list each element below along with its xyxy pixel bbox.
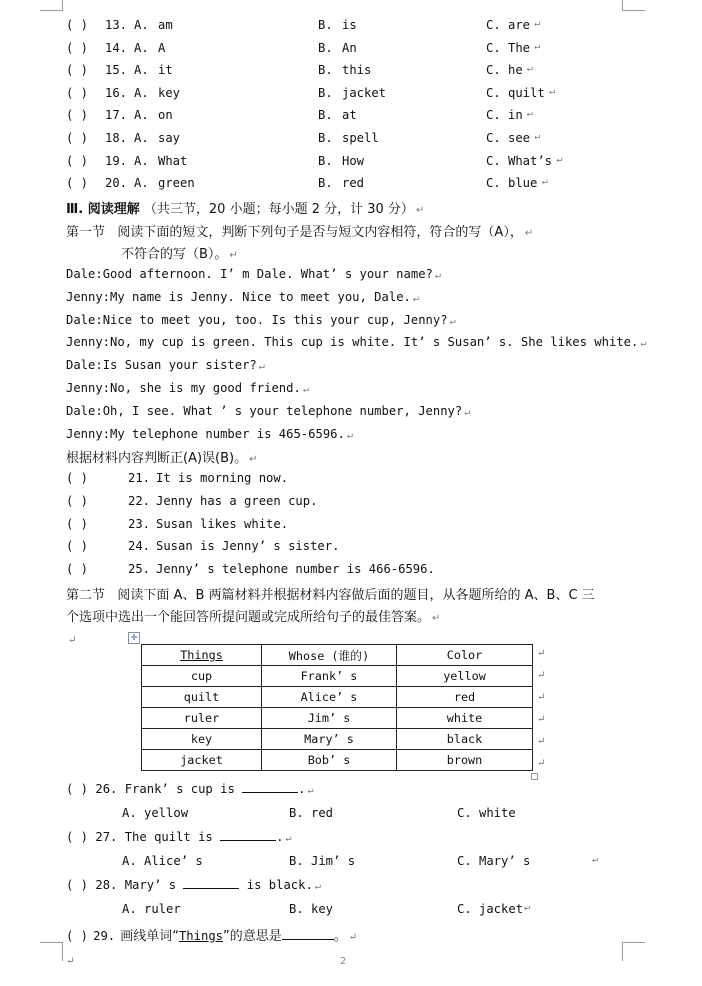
answer-paren[interactable]: ( ) — [66, 63, 89, 78]
option-c: are — [508, 18, 531, 32]
option-b: An — [342, 40, 357, 55]
dialogue-line — [66, 358, 265, 372]
question-text-end: . — [298, 782, 306, 796]
option-a: A — [158, 40, 166, 55]
page-number: 2 — [340, 956, 347, 967]
part2-instruction — [66, 584, 595, 603]
table-cell: quilt — [142, 687, 262, 708]
table-row — [142, 750, 533, 771]
section3-heading-line — [66, 198, 424, 217]
dialogue-line — [66, 381, 309, 395]
option-letter-b: B. — [318, 63, 333, 78]
paragraph-mark-icon: ↵ — [534, 18, 541, 29]
option-letter-c: C. — [486, 63, 501, 78]
answer-paren[interactable]: ( ) — [66, 878, 89, 892]
answer-paren[interactable]: ( ) — [66, 830, 89, 844]
question-text-end: 。 — [333, 929, 347, 944]
part1-instruction-cont — [121, 243, 238, 262]
option-a: key — [158, 85, 181, 100]
question-number: 28. — [95, 878, 118, 892]
dialogue-text: Nice to meet you, too. Is this your cup, Jenny? — [102, 312, 448, 327]
option-a: What — [158, 153, 188, 168]
option-letter-b: B. — [318, 18, 333, 32]
table-cell: ruler — [142, 708, 262, 729]
part1-instruction-1: 阅读下面的短文，判断下列句子是否与短文内容相符，符合的写（A）， — [117, 225, 523, 240]
paragraph-mark-icon: ↵ — [640, 338, 647, 350]
answer-paren[interactable]: ( ) — [66, 131, 89, 145]
option-b: B. Jim’ s — [289, 854, 356, 868]
option-c: C. jacket — [457, 902, 524, 916]
question-text: Frank’ s cup is — [124, 782, 235, 796]
answer-paren[interactable]: ( ) — [66, 176, 89, 191]
paragraph-mark-icon: ↵ — [449, 315, 456, 327]
paragraph-mark-icon: ↵ — [526, 63, 533, 75]
answer-paren[interactable]: ( ) — [66, 40, 89, 55]
table-cell: Alice’ s — [262, 687, 397, 708]
question-27 — [66, 829, 292, 844]
option-letter-b: B. — [318, 108, 333, 123]
paragraph-mark-icon: ↵ — [285, 833, 292, 844]
option-c: in — [508, 108, 523, 123]
table-cell: black — [397, 729, 533, 750]
question-number: 19. — [105, 153, 128, 168]
question-text-end: . — [276, 830, 284, 844]
paragraph-mark-icon: ↵ — [68, 635, 77, 646]
option-b: How — [342, 153, 365, 168]
question-29 — [66, 925, 357, 944]
table-cell: brown — [397, 750, 533, 771]
judge-text: Jenny has a green cup. — [156, 493, 318, 508]
question-number: 24. — [128, 539, 151, 554]
dialogue-text: My name is Jenny. Nice to meet you, Dale. — [110, 289, 411, 304]
option-c: What’s — [508, 153, 553, 168]
option-c: The — [508, 40, 531, 55]
option-b: spell — [342, 131, 379, 145]
table-cell: Frank’ s — [262, 666, 397, 687]
question-number: 27. — [95, 830, 118, 844]
judge-text: Jenny’ s telephone number is 466-6596. — [156, 562, 435, 577]
dialogue-text: No, she is my good friend. — [110, 381, 301, 395]
dialogue-line — [66, 290, 419, 304]
question-text: 画线单词“ — [120, 929, 179, 944]
option-c: C. white — [457, 806, 516, 820]
answer-paren[interactable]: ( ) — [66, 929, 89, 943]
judge-instruction — [66, 447, 258, 466]
question-number: 18. — [105, 131, 128, 145]
dialogue-line — [66, 335, 646, 349]
paragraph-mark-icon: ↵ — [258, 361, 265, 373]
table-cell: Bob’ s — [262, 750, 397, 771]
paragraph-mark-icon: ↵ — [302, 384, 309, 395]
crop-mark-top-right — [622, 0, 645, 11]
table-cell: Mary’ s — [262, 729, 397, 750]
option-letter-a: A. — [134, 153, 149, 168]
answer-paren[interactable]: ( ) — [66, 85, 89, 100]
row-end-mark-icon: ↵ — [537, 692, 546, 703]
question-number: 23. — [128, 516, 151, 531]
section3-heading: Ⅲ. 阅读理解 — [66, 202, 140, 217]
row-end-mark-icon: ↵ — [537, 714, 546, 725]
speaker: Dale: — [66, 312, 103, 327]
answer-paren[interactable]: ( ) — [66, 153, 89, 168]
question-text: The quilt is — [124, 830, 213, 844]
option-letter-b: B. — [318, 40, 333, 55]
table-cell: Jim’ s — [262, 708, 397, 729]
option-c: quilt — [508, 85, 545, 100]
option-letter-c: C. — [486, 40, 501, 55]
question-number: 15. — [105, 63, 128, 78]
paragraph-mark-icon: ↵ — [434, 270, 441, 281]
paragraph-mark-icon: ↵ — [534, 40, 541, 52]
speaker: Jenny: — [66, 289, 111, 304]
paragraph-mark-icon: ↵ — [549, 85, 556, 97]
answer-blank[interactable] — [183, 877, 239, 889]
option-letter-a: A. — [134, 63, 149, 78]
option-letter-b: B. — [318, 85, 333, 100]
part2-instruction-1: 阅读下面 A、B 两篇材料并根据材料内容做后面的题目，从各题所给的 A、B、C 三 — [117, 588, 595, 603]
option-b: is — [342, 18, 357, 32]
option-b: jacket — [342, 85, 387, 100]
underlined-word: Things — [178, 929, 223, 943]
question-number: 25. — [128, 562, 151, 577]
option-letter-c: C. — [486, 108, 501, 123]
answer-paren[interactable]: ( ) — [66, 516, 89, 531]
answer-paren[interactable]: ( ) — [66, 471, 89, 485]
option-letter-a: A. — [134, 18, 149, 32]
paragraph-mark-icon: ↵ — [348, 932, 358, 943]
paragraph-mark-icon: ↵ — [592, 854, 599, 865]
section3-note: （共三节，20 小题；每小题 2 分，计 30 分） — [143, 202, 414, 217]
speaker: Dale: — [66, 403, 103, 418]
dialogue-text: My telephone number is 465-6596. — [110, 426, 345, 441]
question-text-mid: ”的意思是 — [223, 929, 282, 944]
question-26 — [66, 781, 314, 796]
question-28 — [66, 877, 321, 892]
option-letter-a: A. — [134, 40, 149, 55]
judge-text: Susan is Jenny’ s sister. — [156, 539, 340, 554]
judge-text: Susan likes white. — [156, 516, 289, 531]
option-a: A. ruler — [122, 902, 181, 916]
speaker: Jenny: — [66, 381, 111, 395]
option-letter-b: B. — [318, 131, 333, 145]
empty-paragraph — [66, 628, 76, 647]
option-letter-c: C. — [486, 85, 501, 100]
table-cell: cup — [142, 666, 262, 687]
table-cell: white — [397, 708, 533, 729]
paragraph-mark-icon: ↵ — [541, 176, 548, 188]
question-number: 17. — [105, 108, 128, 123]
option-a: say — [158, 131, 181, 145]
table-header-cell: Things — [142, 645, 262, 666]
question-number: 14. — [105, 40, 128, 55]
speaker: Jenny: — [66, 426, 111, 441]
option-b: B. red — [289, 806, 334, 820]
table-row — [142, 729, 533, 750]
part2-instruction-2: 个选项中选出一个能回答所提问题或完成所给句子的最佳答案。 — [66, 610, 431, 625]
crop-mark-top-left — [40, 0, 63, 11]
answer-blank[interactable] — [220, 829, 276, 841]
paragraph-mark-icon: ↵ — [229, 250, 238, 261]
part2-label: 第二节 — [66, 588, 106, 603]
row-end-mark-icon: ↵ — [537, 670, 546, 681]
table-row — [142, 687, 533, 708]
answer-paren[interactable]: ( ) — [66, 782, 89, 796]
dialogue-line — [66, 404, 470, 418]
option-b: B. key — [289, 902, 334, 916]
row-end-mark-icon: ↵ — [537, 648, 546, 659]
option-c: blue — [508, 176, 538, 191]
dialogue-text: Good afternoon. I’ m Dale. What’ s your name? — [102, 267, 433, 281]
option-letter-a: A. — [134, 131, 149, 145]
paragraph-mark-icon: ↵ — [307, 785, 314, 796]
paragraph-mark-icon: ↵ — [464, 406, 471, 418]
things-table — [141, 644, 533, 771]
option-letter-a: A. — [134, 176, 149, 191]
paragraph-mark-icon: ↵ — [526, 108, 533, 120]
part1-label: 第一节 — [66, 225, 106, 240]
option-c: C. Mary’ s — [457, 854, 531, 868]
dialogue-line — [66, 427, 353, 441]
judge-instruction-text: 根据材料内容判断正(A)误(B)。 — [66, 451, 248, 466]
paragraph-mark-icon: ↵ — [534, 131, 541, 142]
option-a: A. yellow — [122, 806, 189, 820]
answer-paren[interactable]: ( ) — [66, 108, 89, 123]
dialogue-text: Oh, I see. What ’ s your telephone number, Jenny? — [102, 403, 463, 418]
crop-mark-bottom-left — [40, 942, 63, 961]
option-letter-c: C. — [486, 131, 501, 145]
table-cell: yellow — [397, 666, 533, 687]
paragraph-mark-icon: ↵ — [415, 205, 425, 216]
row-end-mark-icon: ↵ — [537, 736, 546, 747]
question-number: 21. — [128, 471, 151, 485]
option-c: he — [508, 63, 523, 78]
question-number: 20. — [105, 176, 128, 191]
option-letter-c: C. — [486, 153, 501, 168]
option-letter-b: B. — [318, 176, 333, 191]
table-row — [142, 666, 533, 687]
option-letter-a: A. — [134, 85, 149, 100]
speaker: Jenny: — [66, 335, 111, 350]
paragraph-mark-icon: ↵ — [314, 881, 321, 892]
paragraph-mark-icon: ↵ — [249, 454, 258, 465]
paragraph-mark-icon: ↵ — [556, 153, 563, 165]
option-letter-b: B. — [318, 153, 333, 168]
question-text: Mary’ s — [124, 878, 177, 892]
dialogue-line — [66, 267, 441, 281]
crop-mark-bottom-right — [622, 942, 645, 961]
paragraph-mark-icon: ↵ — [66, 956, 75, 967]
question-number: 22. — [128, 493, 151, 508]
option-a: am — [158, 18, 173, 32]
table-move-handle-icon[interactable]: ✛ — [128, 632, 140, 644]
paragraph-mark-icon: ↵ — [346, 429, 353, 441]
paragraph-mark-icon: ↵ — [432, 613, 441, 624]
part2-instruction-cont — [66, 606, 440, 625]
answer-paren[interactable]: ( ) — [66, 18, 89, 32]
table-header-cell: Color — [397, 645, 533, 666]
option-b: red — [342, 176, 365, 191]
question-number: 16. — [105, 85, 128, 100]
answer-blank[interactable] — [282, 928, 334, 940]
question-text-end: is black. — [246, 878, 313, 892]
table-header-cell: Whose (谁的) — [262, 645, 397, 666]
option-letter-a: A. — [134, 108, 149, 123]
table-cell: jacket — [142, 750, 262, 771]
judge-text: It is morning now. — [156, 471, 289, 485]
dialogue-line — [66, 313, 456, 327]
paragraph-mark-icon: ↵ — [412, 292, 419, 304]
answer-paren[interactable]: ( ) — [66, 539, 89, 554]
part1-instruction — [66, 221, 533, 240]
row-end-mark-icon: ↵ — [537, 758, 546, 769]
option-a: it — [158, 63, 173, 78]
speaker: Dale: — [66, 358, 103, 373]
option-letter-c: C. — [486, 176, 501, 191]
dialogue-text: No, my cup is green. This cup is white. It’ s Susan’ s. She likes white. — [110, 335, 639, 350]
question-number: 29. — [93, 929, 116, 943]
paragraph-mark-icon: ↵ — [524, 228, 534, 239]
paragraph-mark-icon: ↵ — [524, 902, 531, 913]
option-b: this — [342, 63, 372, 78]
speaker: Dale: — [66, 267, 103, 281]
question-number: 26. — [95, 782, 118, 796]
table-row — [142, 708, 533, 729]
option-a: on — [158, 108, 173, 123]
option-a: green — [158, 176, 195, 191]
option-a: A. Alice’ s — [122, 854, 203, 868]
part1-instruction-2: 不符合的写（B）。 — [121, 247, 228, 262]
dialogue-text: Is Susan your sister? — [102, 358, 257, 373]
option-letter-c: C. — [486, 18, 501, 32]
table-cell: key — [142, 729, 262, 750]
answer-paren[interactable]: ( ) — [66, 493, 89, 508]
option-c: see — [508, 131, 531, 145]
question-number: 13. — [105, 18, 128, 32]
table-resize-handle-icon[interactable] — [531, 773, 538, 780]
option-b: at — [342, 108, 357, 123]
table-cell: red — [397, 687, 533, 708]
table-header-row — [142, 645, 533, 666]
answer-paren[interactable]: ( ) — [66, 562, 89, 577]
answer-blank[interactable] — [242, 781, 298, 793]
